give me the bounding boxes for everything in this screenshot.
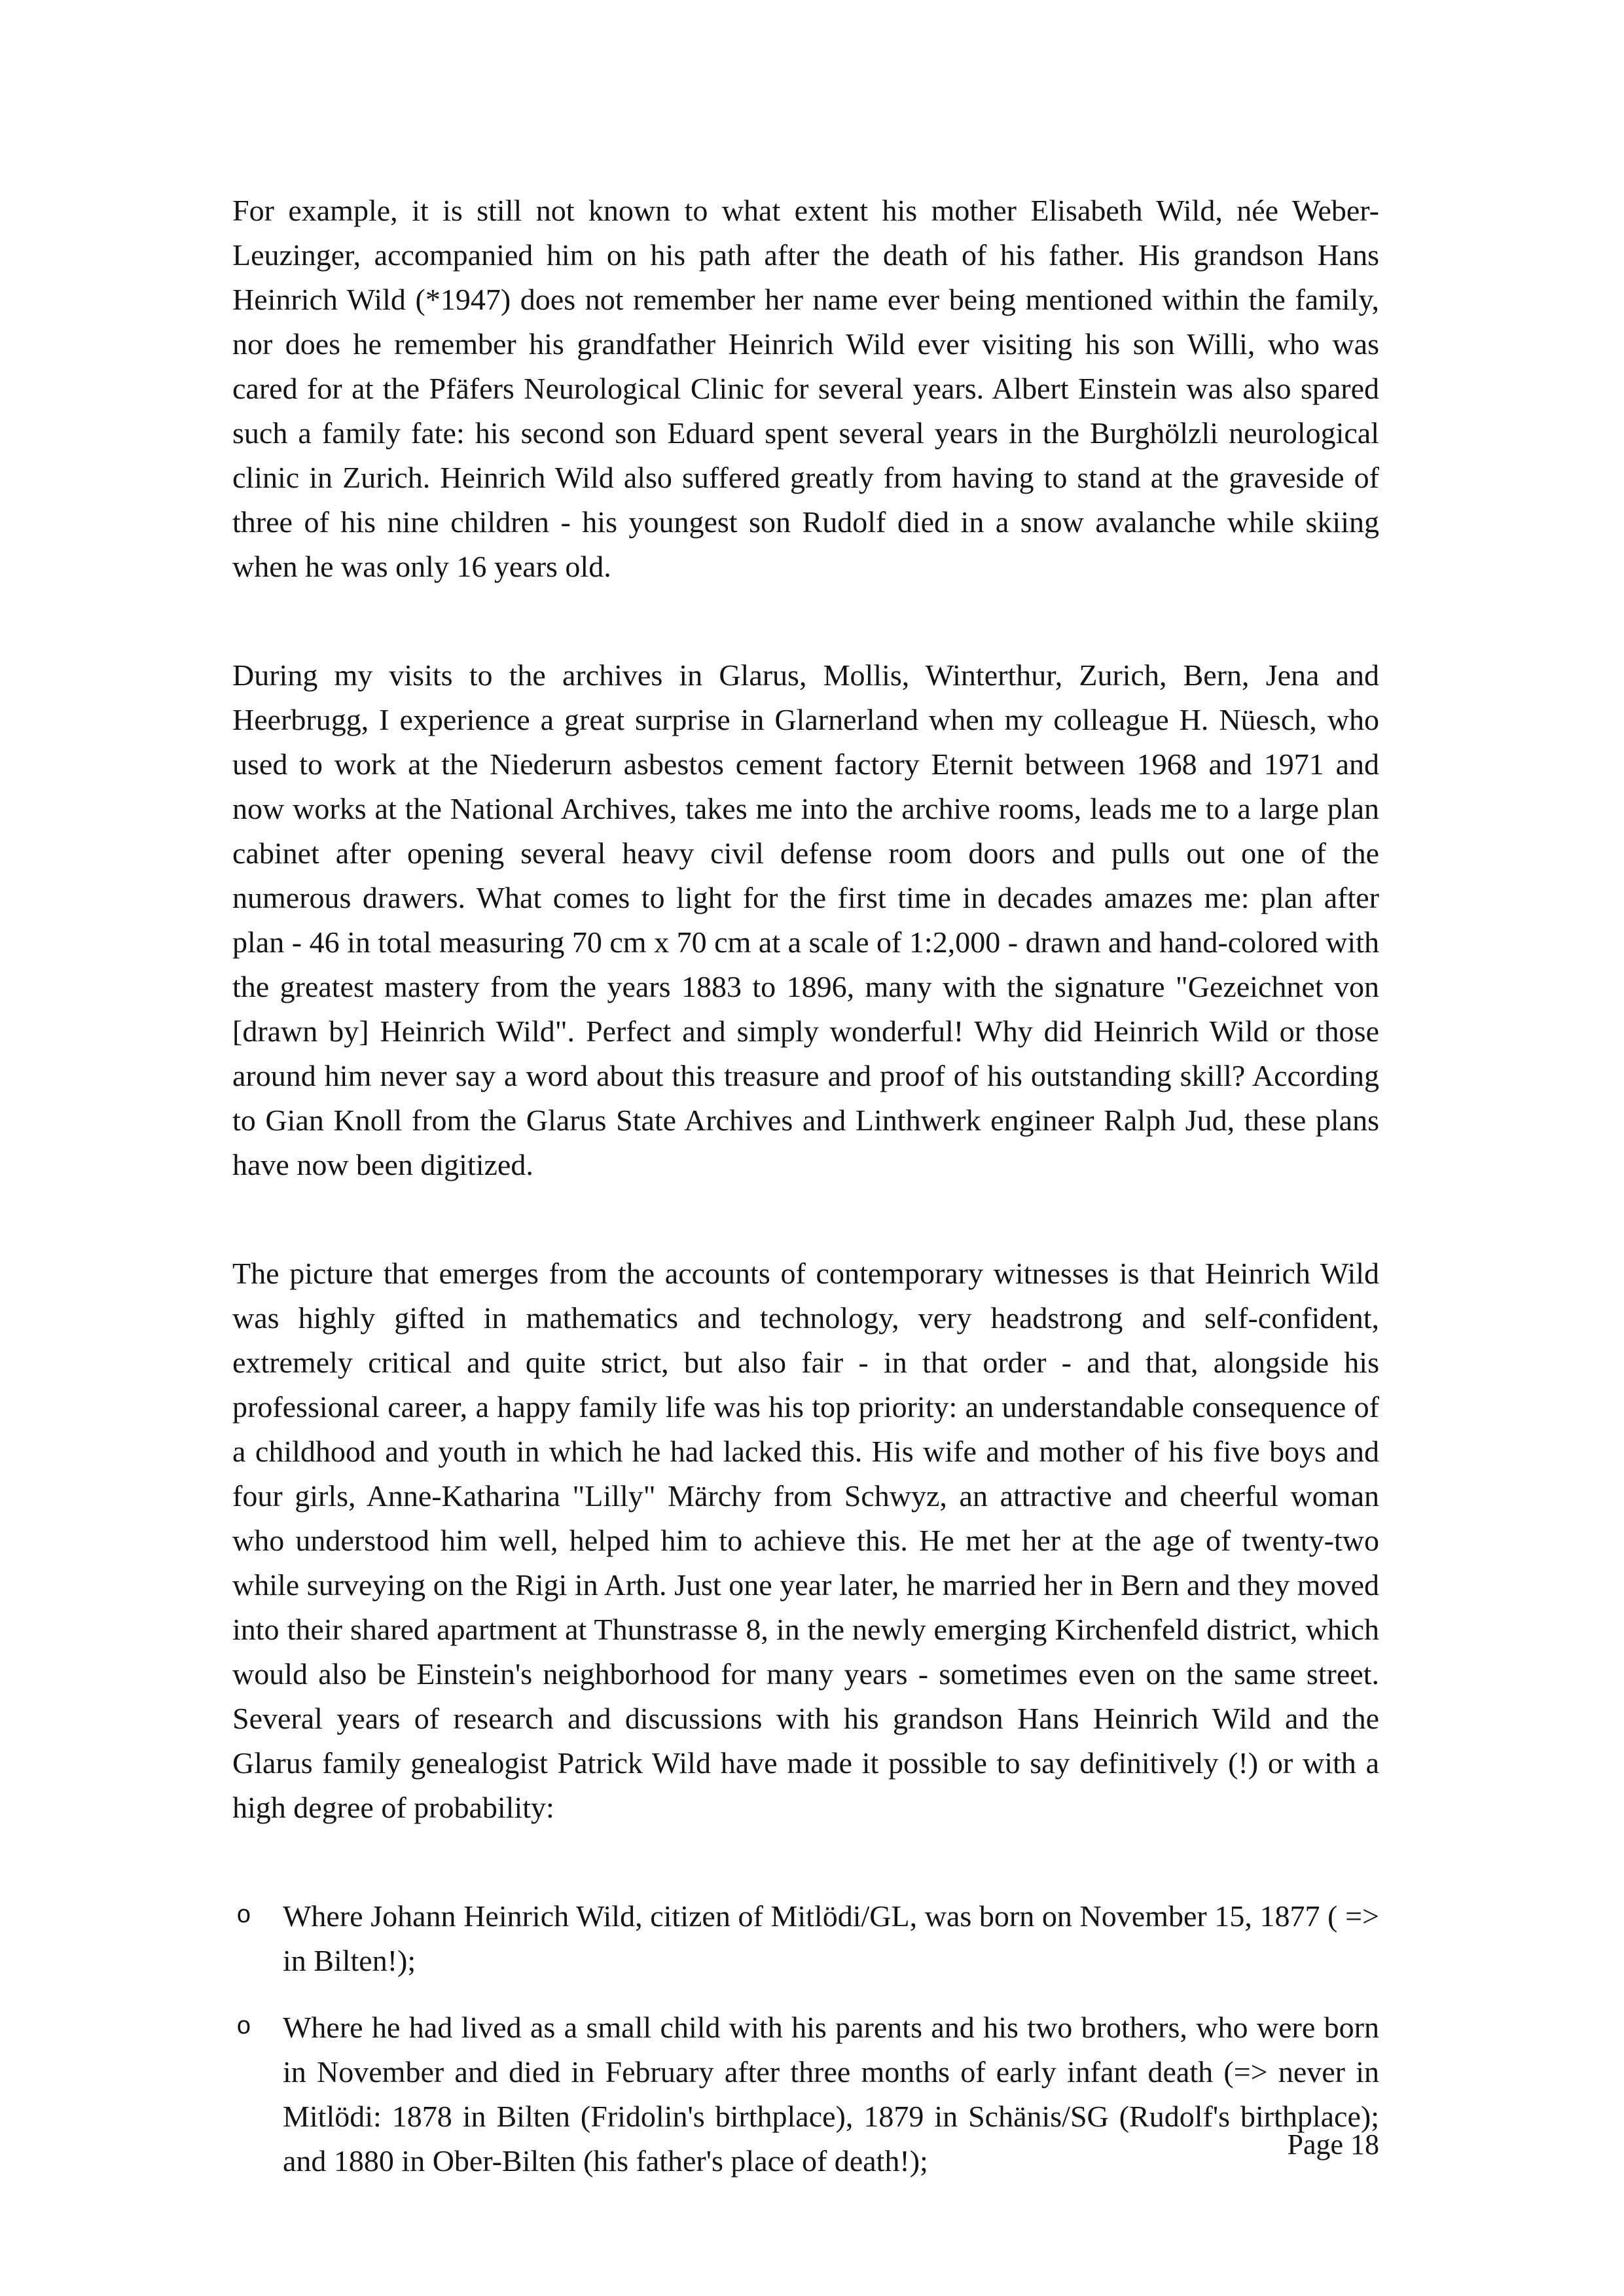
list-item-text: Where Johann Heinrich Wild, citizen of Mitlödi/GL, was born on November 15, 1877 ( => in Bilten!); bbox=[283, 1899, 1379, 1977]
paragraph-family: For example, it is still not known to what extent his mother Elisabeth Wild, née Weber-Leuzinger, accompanied him on his path after the death of his father. His grandson Hans Heinrich Wild (*1947) does not remember her name ever being mentioned within the family, nor does he remember his grandfather Heinrich Wild ever visiting his son Willi, who was cared for at the Pfäfers Neurological Clinic for several years. Albert Einstein was also spared such a family fate: his second son Eduard spent several years in the Burghölzli neurological clinic in Zurich. Heinrich Wild also suffered greatly from having to stand at the graveside of three of his nine children - his youngest son Rudolf died in a snow avalanche while skiing when he was only 16 years old. bbox=[232, 194, 1379, 583]
paragraph-archives: During my visits to the archives in Glarus, Mollis, Winterthur, Zurich, Bern, Jena and Heerbrugg, I experience a great surprise in Glarnerland when my colleague H. Nüesch, who used to work at the Niederurn asbestos cement factory Eternit between 1968 and 1971 and now works at the National Archives, takes me into the archive rooms, leads me to a large plan cabinet after opening several heavy civil defense room doors and pulls out one of the numerous drawers. What comes to light for the first time in decades amazes me: plan after plan - 46 in total measuring 70 cm x 70 cm at a scale of 1:2,000 - drawn and hand-colored with the greatest mastery from the years 1883 to 1896, many with the signature "Gezeichnet von [drawn by] Heinrich Wild". Perfect and simply wonderful! Why did Heinrich Wild or those around him never say a word about this treasure and proof of his outstanding skill? According to Gian Knoll from the Glarus State Archives and Linthwerk engineer Ralph Jud, these plans have now been digitized. bbox=[232, 658, 1379, 1181]
bullet-marker: o bbox=[236, 1902, 251, 1930]
paragraph-character: The picture that emerges from the accounts of contemporary witnesses is that Heinrich Wild was highly gifted in mathematics and technology, very headstrong and self-confident, extremely critical and quite strict, but also fair - in that order - and that, alongside his professional career, a happy family life was his top priority: an understandable consequence of a childhood and youth in which he had lacked this. His wife and mother of his five boys and four girls, Anne-Katharina "Lilly" Märchy from Schwyz, an attractive and cheerful woman who understood him well, helped him to achieve this. He met her at the age of twenty-two while surveying on the Rigi in Arth. Just one year later, he married her in Bern and they moved into their shared apartment at Thunstrasse 8, in the newly emerging Kirchenfeld district, which would also be Einstein's neighborhood for many years - sometimes even on the same street. Several years of research and discussions with his grandson Hans Heinrich Wild and the Glarus family genealogist Patrick Wild have made it possible to say definitively (!) or with a high degree of probability: bbox=[232, 1257, 1379, 1824]
list-item bbox=[232, 1894, 1379, 1983]
bullet-marker: o bbox=[236, 2013, 251, 2041]
bullet-list bbox=[232, 1894, 1379, 2183]
page-number: Page 18 bbox=[1287, 2128, 1379, 2161]
list-item bbox=[232, 2005, 1379, 2183]
document-body bbox=[232, 188, 1379, 2206]
list-item-text: Where he had lived as a small child with his parents and his two brothers, who were born in November and died in February after three months of early infant death (=> never in Mitlödi: 1878 in Bilten (Fridolin's birthplace), 1879 in Schänis/SG (Rudolf's birthplace); and 1880 in Ober-Bilten (his father's place of death!); bbox=[283, 2011, 1379, 2178]
